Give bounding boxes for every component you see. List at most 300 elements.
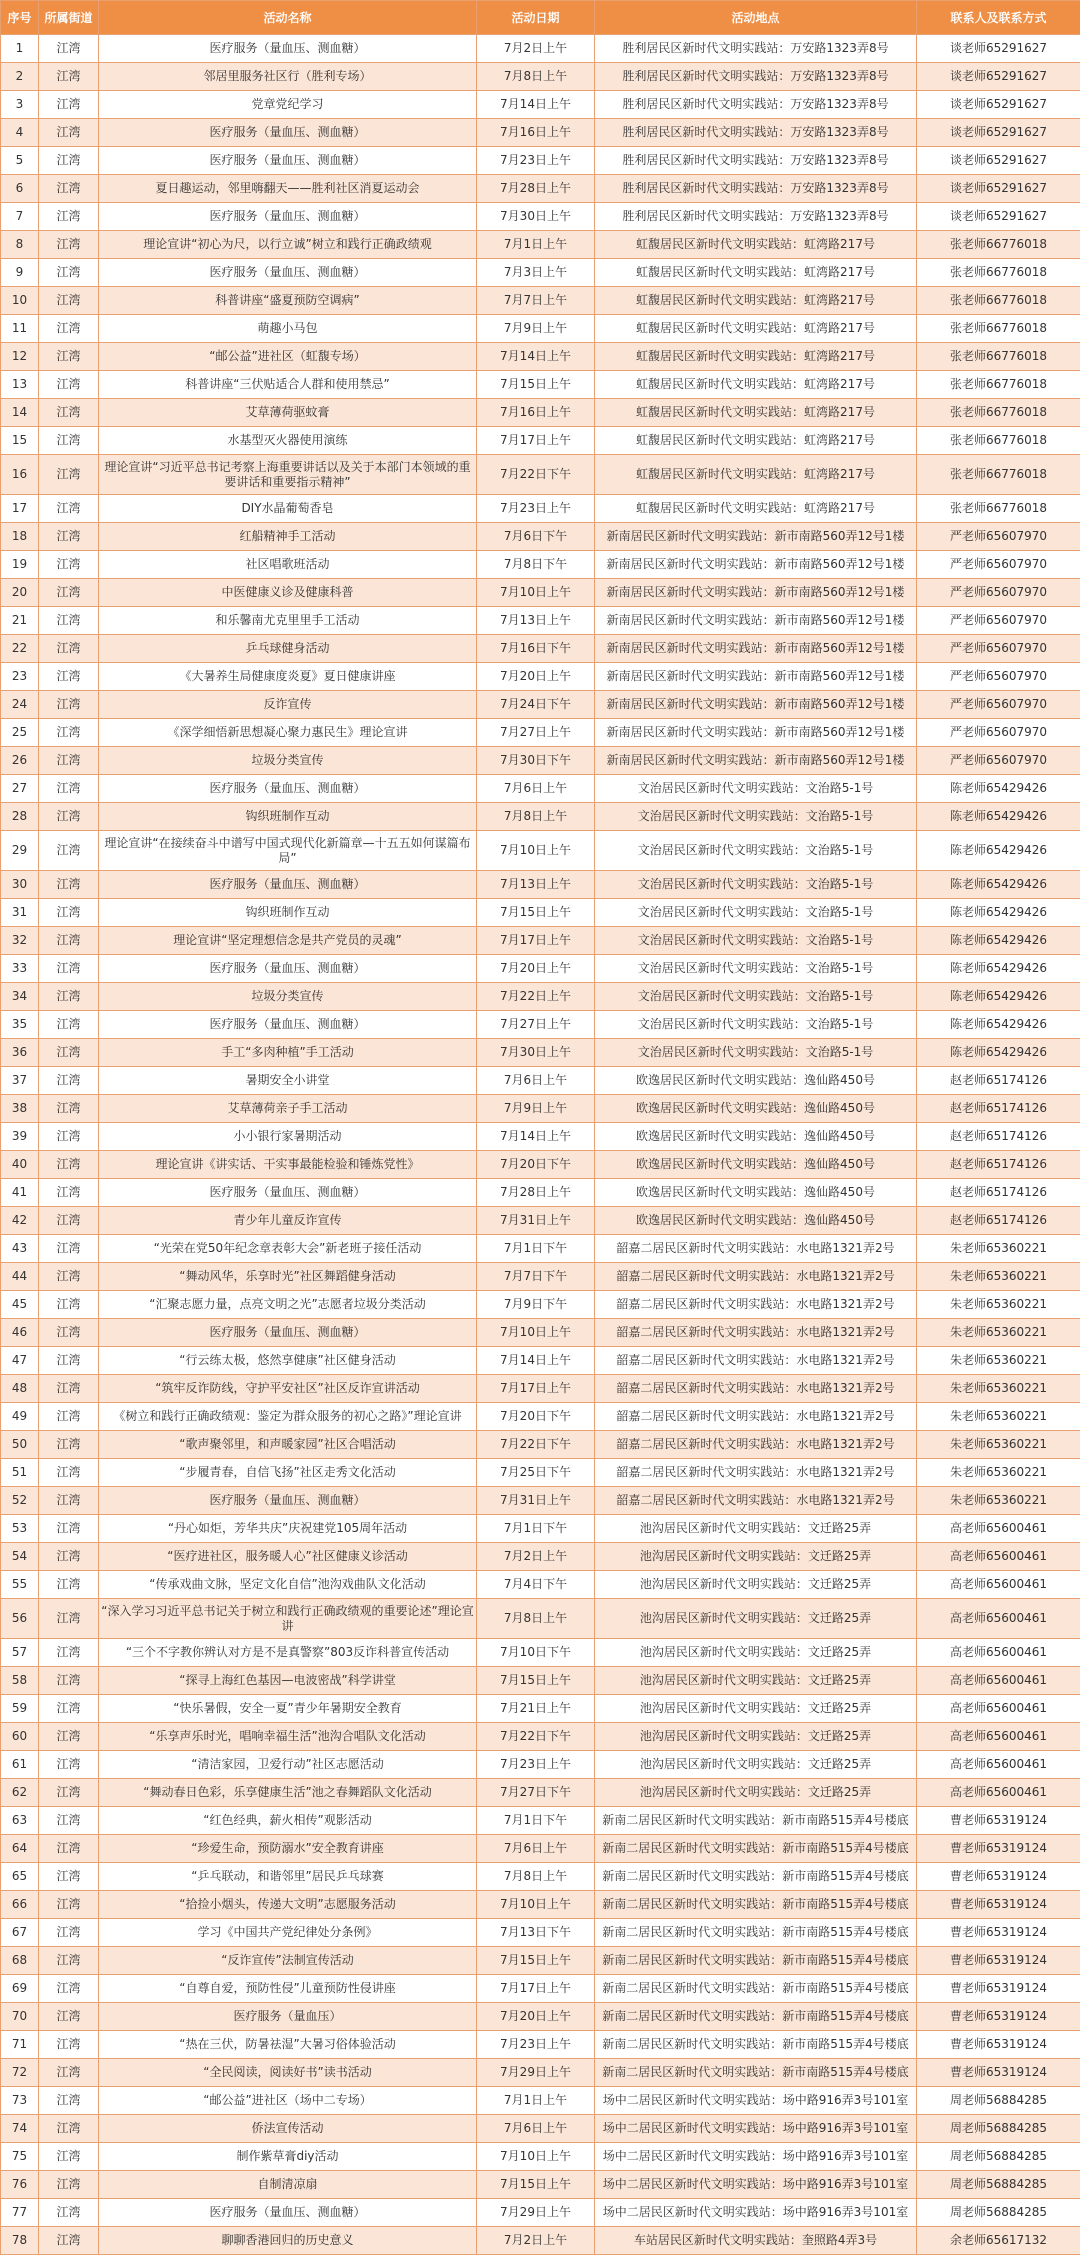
cell-activity-place: 新南居民区新时代文明实践站：新市南路560弄12号1楼 bbox=[595, 551, 917, 579]
table-row bbox=[1, 287, 1080, 315]
cell-no: 13 bbox=[1, 371, 39, 399]
cell-contact: 周老师56884285 bbox=[917, 2171, 1080, 2199]
cell-no: 33 bbox=[1, 955, 39, 983]
cell-no: 47 bbox=[1, 1347, 39, 1375]
cell-activity-name: 医疗服务（量血压、测血糖） bbox=[99, 119, 477, 147]
cell-contact: 朱老师65360221 bbox=[917, 1375, 1080, 1403]
cell-contact: 曹老师65319124 bbox=[917, 1835, 1080, 1863]
cell-street: 江湾 bbox=[39, 1751, 99, 1779]
cell-street: 江湾 bbox=[39, 1067, 99, 1095]
cell-activity-place: 池沟居民区新时代文明实践站：文迁路25弄 bbox=[595, 1695, 917, 1723]
table-row bbox=[1, 663, 1080, 691]
cell-activity-place: 韶嘉二居民区新时代文明实践站：水电路1321弄2号 bbox=[595, 1263, 917, 1291]
cell-street: 江湾 bbox=[39, 1319, 99, 1347]
cell-contact: 谈老师65291627 bbox=[917, 35, 1080, 63]
cell-no: 55 bbox=[1, 1571, 39, 1599]
table-row bbox=[1, 1919, 1080, 1947]
cell-no: 16 bbox=[1, 455, 39, 495]
cell-contact: 陈老师65429426 bbox=[917, 1011, 1080, 1039]
cell-street: 江湾 bbox=[39, 495, 99, 523]
cell-activity-name: “邮公益”进社区（虹馥专场） bbox=[99, 343, 477, 371]
cell-contact: 严老师65607970 bbox=[917, 607, 1080, 635]
cell-activity-date: 7月6日上午 bbox=[477, 775, 595, 803]
table-row bbox=[1, 1751, 1080, 1779]
cell-activity-date: 7月30日上午 bbox=[477, 1039, 595, 1067]
table-row bbox=[1, 1319, 1080, 1347]
cell-no: 73 bbox=[1, 2087, 39, 2115]
cell-activity-place: 胜利居民区新时代文明实践站：万安路1323弄8号 bbox=[595, 175, 917, 203]
table-row bbox=[1, 831, 1080, 871]
cell-contact: 张老师66776018 bbox=[917, 259, 1080, 287]
cell-activity-date: 7月17日上午 bbox=[477, 1975, 595, 2003]
cell-contact: 赵老师65174126 bbox=[917, 1067, 1080, 1095]
cell-activity-place: 虹馥居民区新时代文明实践站：虹湾路217号 bbox=[595, 343, 917, 371]
cell-activity-date: 7月15日上午 bbox=[477, 899, 595, 927]
table-row bbox=[1, 803, 1080, 831]
table-row bbox=[1, 899, 1080, 927]
cell-no: 35 bbox=[1, 1011, 39, 1039]
cell-street: 江湾 bbox=[39, 2087, 99, 2115]
cell-activity-name: 钩织班制作互动 bbox=[99, 803, 477, 831]
cell-no: 27 bbox=[1, 775, 39, 803]
cell-activity-date: 7月4日下午 bbox=[477, 1571, 595, 1599]
cell-activity-name: 垃圾分类宣传 bbox=[99, 983, 477, 1011]
cell-contact: 赵老师65174126 bbox=[917, 1151, 1080, 1179]
cell-no: 7 bbox=[1, 203, 39, 231]
table-row bbox=[1, 2171, 1080, 2199]
cell-activity-place: 文治居民区新时代文明实践站：文治路5-1号 bbox=[595, 927, 917, 955]
cell-street: 江湾 bbox=[39, 747, 99, 775]
cell-street: 江湾 bbox=[39, 1487, 99, 1515]
table-row bbox=[1, 147, 1080, 175]
table-row bbox=[1, 579, 1080, 607]
cell-street: 江湾 bbox=[39, 371, 99, 399]
cell-activity-place: 文治居民区新时代文明实践站：文治路5-1号 bbox=[595, 899, 917, 927]
cell-contact: 高老师65600461 bbox=[917, 1571, 1080, 1599]
cell-contact: 陈老师65429426 bbox=[917, 775, 1080, 803]
cell-activity-date: 7月20日上午 bbox=[477, 663, 595, 691]
table-row bbox=[1, 1599, 1080, 1639]
cell-activity-place: 文治居民区新时代文明实践站：文治路5-1号 bbox=[595, 831, 917, 871]
cell-activity-place: 场中二居民区新时代文明实践站：场中路916弄3号101室 bbox=[595, 2115, 917, 2143]
cell-activity-place: 韶嘉二居民区新时代文明实践站：水电路1321弄2号 bbox=[595, 1319, 917, 1347]
table-row bbox=[1, 1975, 1080, 2003]
cell-activity-name: “拾捡小烟头，传递大文明”志愿服务活动 bbox=[99, 1891, 477, 1919]
cell-activity-date: 7月27日上午 bbox=[477, 719, 595, 747]
cell-activity-date: 7月7日下午 bbox=[477, 1263, 595, 1291]
cell-activity-date: 7月14日上午 bbox=[477, 343, 595, 371]
cell-activity-name: “红色经典，薪火相传”观影活动 bbox=[99, 1807, 477, 1835]
cell-contact: 严老师65607970 bbox=[917, 579, 1080, 607]
cell-activity-name: 社区唱歌班活动 bbox=[99, 551, 477, 579]
cell-no: 8 bbox=[1, 231, 39, 259]
cell-no: 77 bbox=[1, 2199, 39, 2227]
cell-activity-name: 理论宣讲“坚定理想信念是共产党员的灵魂” bbox=[99, 927, 477, 955]
cell-contact: 张老师66776018 bbox=[917, 343, 1080, 371]
cell-activity-date: 7月6日上午 bbox=[477, 1067, 595, 1095]
cell-street: 江湾 bbox=[39, 1807, 99, 1835]
cell-activity-date: 7月15日上午 bbox=[477, 371, 595, 399]
cell-activity-name: “筑牢反诈防线，守护平安社区”社区反诈宣讲活动 bbox=[99, 1375, 477, 1403]
cell-activity-place: 虹馥居民区新时代文明实践站：虹湾路217号 bbox=[595, 371, 917, 399]
table-row bbox=[1, 607, 1080, 635]
cell-activity-place: 池沟居民区新时代文明实践站：文迁路25弄 bbox=[595, 1723, 917, 1751]
cell-no: 68 bbox=[1, 1947, 39, 1975]
cell-activity-name: 聊聊香港回归的历史意义 bbox=[99, 2227, 477, 2255]
cell-street: 江湾 bbox=[39, 1123, 99, 1151]
cell-street: 江湾 bbox=[39, 871, 99, 899]
cell-activity-place: 新南二居民区新时代文明实践站：新市南路515弄4号楼底 bbox=[595, 1947, 917, 1975]
cell-no: 1 bbox=[1, 35, 39, 63]
cell-contact: 周老师56884285 bbox=[917, 2143, 1080, 2171]
cell-activity-date: 7月8日上午 bbox=[477, 63, 595, 91]
cell-activity-date: 7月6日上午 bbox=[477, 1835, 595, 1863]
cell-street: 江湾 bbox=[39, 831, 99, 871]
table-row bbox=[1, 1375, 1080, 1403]
cell-activity-place: 新南居民区新时代文明实践站：新市南路560弄12号1楼 bbox=[595, 579, 917, 607]
cell-activity-date: 7月22日下午 bbox=[477, 1723, 595, 1751]
table-row bbox=[1, 719, 1080, 747]
cell-contact: 张老师66776018 bbox=[917, 495, 1080, 523]
cell-contact: 朱老师65360221 bbox=[917, 1459, 1080, 1487]
cell-street: 江湾 bbox=[39, 1235, 99, 1263]
cell-no: 12 bbox=[1, 343, 39, 371]
cell-street: 江湾 bbox=[39, 1835, 99, 1863]
cell-activity-place: 韶嘉二居民区新时代文明实践站：水电路1321弄2号 bbox=[595, 1291, 917, 1319]
cell-activity-name: “行云练太极，悠然享健康”社区健身活动 bbox=[99, 1347, 477, 1375]
table-row bbox=[1, 1667, 1080, 1695]
cell-activity-place: 韶嘉二居民区新时代文明实践站：水电路1321弄2号 bbox=[595, 1459, 917, 1487]
cell-contact: 高老师65600461 bbox=[917, 1599, 1080, 1639]
cell-activity-name: “探寻上海红色基因—电波密战”科学讲堂 bbox=[99, 1667, 477, 1695]
table-row bbox=[1, 175, 1080, 203]
cell-contact: 朱老师65360221 bbox=[917, 1487, 1080, 1515]
cell-street: 江湾 bbox=[39, 927, 99, 955]
cell-no: 60 bbox=[1, 1723, 39, 1751]
cell-activity-place: 新南二居民区新时代文明实践站：新市南路515弄4号楼底 bbox=[595, 1835, 917, 1863]
cell-no: 67 bbox=[1, 1919, 39, 1947]
cell-activity-name: 医疗服务（量血压、测血糖） bbox=[99, 1011, 477, 1039]
table-row bbox=[1, 1947, 1080, 1975]
cell-activity-name: “三个不字教你辨认对方是不是真警察”803反诈科普宣传活动 bbox=[99, 1639, 477, 1667]
cell-no: 25 bbox=[1, 719, 39, 747]
cell-activity-date: 7月15日上午 bbox=[477, 1667, 595, 1695]
cell-street: 江湾 bbox=[39, 719, 99, 747]
cell-contact: 曹老师65319124 bbox=[917, 1919, 1080, 1947]
cell-street: 江湾 bbox=[39, 2115, 99, 2143]
table-row bbox=[1, 2087, 1080, 2115]
cell-street: 江湾 bbox=[39, 2143, 99, 2171]
cell-activity-place: 新南二居民区新时代文明实践站：新市南路515弄4号楼底 bbox=[595, 1807, 917, 1835]
cell-street: 江湾 bbox=[39, 551, 99, 579]
cell-contact: 严老师65607970 bbox=[917, 523, 1080, 551]
cell-activity-date: 7月1日下午 bbox=[477, 1235, 595, 1263]
cell-contact: 严老师65607970 bbox=[917, 691, 1080, 719]
cell-activity-place: 新南二居民区新时代文明实践站：新市南路515弄4号楼底 bbox=[595, 2003, 917, 2031]
cell-activity-date: 7月30日上午 bbox=[477, 203, 595, 231]
cell-activity-date: 7月29日上午 bbox=[477, 2059, 595, 2087]
cell-street: 江湾 bbox=[39, 2199, 99, 2227]
cell-activity-date: 7月28日上午 bbox=[477, 1179, 595, 1207]
cell-contact: 严老师65607970 bbox=[917, 747, 1080, 775]
table-row bbox=[1, 1571, 1080, 1599]
cell-activity-name: 红船精神手工活动 bbox=[99, 523, 477, 551]
cell-contact: 高老师65600461 bbox=[917, 1667, 1080, 1695]
cell-activity-name: 侨法宣传活动 bbox=[99, 2115, 477, 2143]
table-row bbox=[1, 551, 1080, 579]
cell-street: 江湾 bbox=[39, 175, 99, 203]
table-row bbox=[1, 1891, 1080, 1919]
cell-contact: 谈老师65291627 bbox=[917, 91, 1080, 119]
cell-activity-date: 7月28日上午 bbox=[477, 175, 595, 203]
cell-activity-name: 科普讲座“三伏贴适合人群和使用禁忌” bbox=[99, 371, 477, 399]
cell-activity-date: 7月22日下午 bbox=[477, 455, 595, 495]
table-row bbox=[1, 315, 1080, 343]
cell-activity-place: 虹馥居民区新时代文明实践站：虹湾路217号 bbox=[595, 427, 917, 455]
cell-activity-name: “乐享声乐时光，唱响幸福生活”池沟合唱队文化活动 bbox=[99, 1723, 477, 1751]
cell-activity-date: 7月14日上午 bbox=[477, 1123, 595, 1151]
cell-contact: 高老师65600461 bbox=[917, 1695, 1080, 1723]
cell-activity-place: 文治居民区新时代文明实践站：文治路5-1号 bbox=[595, 803, 917, 831]
cell-activity-name: “热在三伏，防暑祛湿”大暑习俗体验活动 bbox=[99, 2031, 477, 2059]
cell-no: 78 bbox=[1, 2227, 39, 2255]
cell-contact: 朱老师65360221 bbox=[917, 1263, 1080, 1291]
table-row bbox=[1, 983, 1080, 1011]
header-contact: 联系人及联系方式 bbox=[917, 1, 1080, 35]
cell-street: 江湾 bbox=[39, 607, 99, 635]
cell-no: 70 bbox=[1, 2003, 39, 2031]
cell-activity-date: 7月27日下午 bbox=[477, 1779, 595, 1807]
cell-activity-name: 《树立和践行正确政绩观：鉴定为群众服务的初心之路》”理论宣讲 bbox=[99, 1403, 477, 1431]
cell-activity-date: 7月10日下午 bbox=[477, 1639, 595, 1667]
cell-activity-name: 《大暑养生局健康度炎夏》夏日健康讲座 bbox=[99, 663, 477, 691]
cell-activity-date: 7月14日上午 bbox=[477, 1347, 595, 1375]
cell-no: 11 bbox=[1, 315, 39, 343]
cell-activity-name: “自尊自爱，预防性侵”儿童预防性侵讲座 bbox=[99, 1975, 477, 2003]
cell-street: 江湾 bbox=[39, 579, 99, 607]
cell-activity-date: 7月31日上午 bbox=[477, 1487, 595, 1515]
cell-contact: 谈老师65291627 bbox=[917, 119, 1080, 147]
cell-activity-name: DIY水晶葡萄香皂 bbox=[99, 495, 477, 523]
cell-activity-name: 理论宣讲“习近平总书记考察上海重要讲话以及关于本部门本领域的重要讲话和重要指示精神” bbox=[99, 455, 477, 495]
cell-activity-place: 场中二居民区新时代文明实践站：场中路916弄3号101室 bbox=[595, 2171, 917, 2199]
cell-street: 江湾 bbox=[39, 1375, 99, 1403]
cell-contact: 张老师66776018 bbox=[917, 399, 1080, 427]
cell-street: 江湾 bbox=[39, 1947, 99, 1975]
cell-no: 72 bbox=[1, 2059, 39, 2087]
table-row bbox=[1, 35, 1080, 63]
table-row bbox=[1, 1011, 1080, 1039]
cell-activity-name: 夏日趣运动，邻里嗨翻天——胜利社区消夏运动会 bbox=[99, 175, 477, 203]
table-row bbox=[1, 119, 1080, 147]
cell-activity-name: “快乐暑假，安全一夏”青少年暑期安全教育 bbox=[99, 1695, 477, 1723]
cell-contact: 陈老师65429426 bbox=[917, 927, 1080, 955]
cell-activity-date: 7月2日上午 bbox=[477, 1543, 595, 1571]
cell-street: 江湾 bbox=[39, 691, 99, 719]
cell-activity-date: 7月2日上午 bbox=[477, 2227, 595, 2255]
cell-contact: 陈老师65429426 bbox=[917, 899, 1080, 927]
cell-activity-place: 文治居民区新时代文明实践站：文治路5-1号 bbox=[595, 775, 917, 803]
table-row bbox=[1, 1347, 1080, 1375]
cell-activity-name: “丹心如炬，芳华共庆”庆祝建党105周年活动 bbox=[99, 1515, 477, 1543]
cell-activity-date: 7月14日上午 bbox=[477, 91, 595, 119]
table-row bbox=[1, 1207, 1080, 1235]
cell-activity-name: 艾草薄荷驱蚊膏 bbox=[99, 399, 477, 427]
cell-contact: 朱老师65360221 bbox=[917, 1235, 1080, 1263]
cell-activity-place: 新南二居民区新时代文明实践站：新市南路515弄4号楼底 bbox=[595, 1919, 917, 1947]
cell-street: 江湾 bbox=[39, 1011, 99, 1039]
cell-street: 江湾 bbox=[39, 1667, 99, 1695]
cell-street: 江湾 bbox=[39, 635, 99, 663]
cell-activity-date: 7月20日上午 bbox=[477, 2003, 595, 2031]
cell-contact: 高老师65600461 bbox=[917, 1751, 1080, 1779]
table-row bbox=[1, 2003, 1080, 2031]
cell-activity-place: 文治居民区新时代文明实践站：文治路5-1号 bbox=[595, 871, 917, 899]
cell-activity-place: 胜利居民区新时代文明实践站：万安路1323弄8号 bbox=[595, 203, 917, 231]
cell-activity-name: “传承戏曲文脉，坚定文化自信”池沟戏曲队文化活动 bbox=[99, 1571, 477, 1599]
cell-no: 51 bbox=[1, 1459, 39, 1487]
cell-activity-date: 7月10日上午 bbox=[477, 2143, 595, 2171]
cell-no: 20 bbox=[1, 579, 39, 607]
cell-contact: 谈老师65291627 bbox=[917, 175, 1080, 203]
cell-no: 23 bbox=[1, 663, 39, 691]
cell-contact: 曹老师65319124 bbox=[917, 1947, 1080, 1975]
table-row bbox=[1, 1639, 1080, 1667]
cell-no: 34 bbox=[1, 983, 39, 1011]
cell-contact: 陈老师65429426 bbox=[917, 983, 1080, 1011]
cell-no: 30 bbox=[1, 871, 39, 899]
cell-no: 19 bbox=[1, 551, 39, 579]
cell-activity-date: 7月10日上午 bbox=[477, 1319, 595, 1347]
cell-activity-date: 7月7日上午 bbox=[477, 287, 595, 315]
cell-activity-name: 水基型灭火器使用演练 bbox=[99, 427, 477, 455]
cell-activity-name: 医疗服务（量血压、测血糖） bbox=[99, 955, 477, 983]
cell-street: 江湾 bbox=[39, 427, 99, 455]
cell-contact: 谈老师65291627 bbox=[917, 63, 1080, 91]
cell-activity-name: 手工“多肉种植”手工活动 bbox=[99, 1039, 477, 1067]
cell-activity-place: 欧逸居民区新时代文明实践站：逸仙路450号 bbox=[595, 1095, 917, 1123]
cell-activity-place: 车站居民区新时代文明实践站：奎照路4弄3号 bbox=[595, 2227, 917, 2255]
cell-activity-name: 垃圾分类宣传 bbox=[99, 747, 477, 775]
cell-contact: 高老师65600461 bbox=[917, 1723, 1080, 1751]
cell-no: 65 bbox=[1, 1863, 39, 1891]
table-row bbox=[1, 1151, 1080, 1179]
cell-activity-place: 韶嘉二居民区新时代文明实践站：水电路1321弄2号 bbox=[595, 1347, 917, 1375]
cell-contact: 陈老师65429426 bbox=[917, 1039, 1080, 1067]
cell-activity-date: 7月8日上午 bbox=[477, 1863, 595, 1891]
cell-activity-name: “全民阅读，阅读好书”读书活动 bbox=[99, 2059, 477, 2087]
cell-activity-place: 虹馥居民区新时代文明实践站：虹湾路217号 bbox=[595, 495, 917, 523]
cell-contact: 高老师65600461 bbox=[917, 1639, 1080, 1667]
cell-street: 江湾 bbox=[39, 63, 99, 91]
cell-activity-place: 池沟居民区新时代文明实践站：文迁路25弄 bbox=[595, 1515, 917, 1543]
cell-contact: 张老师66776018 bbox=[917, 455, 1080, 495]
cell-activity-name: 学习《中国共产党纪律处分条例》 bbox=[99, 1919, 477, 1947]
table-row bbox=[1, 231, 1080, 259]
cell-activity-place: 池沟居民区新时代文明实践站：文迁路25弄 bbox=[595, 1779, 917, 1807]
cell-activity-place: 新南二居民区新时代文明实践站：新市南路515弄4号楼底 bbox=[595, 1975, 917, 2003]
cell-street: 江湾 bbox=[39, 1515, 99, 1543]
cell-activity-place: 池沟居民区新时代文明实践站：文迁路25弄 bbox=[595, 1543, 917, 1571]
cell-no: 5 bbox=[1, 147, 39, 175]
cell-activity-place: 场中二居民区新时代文明实践站：场中路916弄3号101室 bbox=[595, 2087, 917, 2115]
cell-activity-date: 7月17日上午 bbox=[477, 927, 595, 955]
table-body bbox=[1, 35, 1080, 2255]
cell-activity-place: 韶嘉二居民区新时代文明实践站：水电路1321弄2号 bbox=[595, 1235, 917, 1263]
cell-activity-date: 7月6日下午 bbox=[477, 523, 595, 551]
cell-contact: 谈老师65291627 bbox=[917, 147, 1080, 175]
cell-no: 21 bbox=[1, 607, 39, 635]
cell-no: 71 bbox=[1, 2031, 39, 2059]
cell-activity-place: 胜利居民区新时代文明实践站：万安路1323弄8号 bbox=[595, 147, 917, 175]
cell-no: 56 bbox=[1, 1599, 39, 1639]
cell-activity-date: 7月15日上午 bbox=[477, 2171, 595, 2199]
cell-activity-name: 和乐馨南尤克里里手工活动 bbox=[99, 607, 477, 635]
cell-activity-name: 《深学细悟新思想凝心聚力惠民生》理论宣讲 bbox=[99, 719, 477, 747]
cell-contact: 张老师66776018 bbox=[917, 315, 1080, 343]
table-header-row bbox=[1, 1, 1080, 35]
cell-activity-date: 7月10日上午 bbox=[477, 831, 595, 871]
cell-activity-place: 虹馥居民区新时代文明实践站：虹湾路217号 bbox=[595, 399, 917, 427]
cell-no: 32 bbox=[1, 927, 39, 955]
cell-activity-place: 新南二居民区新时代文明实践站：新市南路515弄4号楼底 bbox=[595, 1863, 917, 1891]
table-row bbox=[1, 1695, 1080, 1723]
cell-activity-place: 欧逸居民区新时代文明实践站：逸仙路450号 bbox=[595, 1067, 917, 1095]
cell-street: 江湾 bbox=[39, 35, 99, 63]
cell-contact: 陈老师65429426 bbox=[917, 871, 1080, 899]
cell-activity-place: 虹馥居民区新时代文明实践站：虹湾路217号 bbox=[595, 455, 917, 495]
cell-no: 24 bbox=[1, 691, 39, 719]
table-row bbox=[1, 2059, 1080, 2087]
cell-activity-place: 池沟居民区新时代文明实践站：文迁路25弄 bbox=[595, 1639, 917, 1667]
cell-no: 31 bbox=[1, 899, 39, 927]
cell-street: 江湾 bbox=[39, 663, 99, 691]
table-row bbox=[1, 1779, 1080, 1807]
table-row bbox=[1, 427, 1080, 455]
cell-activity-name: “乒乓联动，和谐邻里”居民乒乓球赛 bbox=[99, 1863, 477, 1891]
cell-activity-date: 7月23日上午 bbox=[477, 495, 595, 523]
cell-activity-place: 池沟居民区新时代文明实践站：文迁路25弄 bbox=[595, 1667, 917, 1695]
cell-activity-place: 虹馥居民区新时代文明实践站：虹湾路217号 bbox=[595, 315, 917, 343]
cell-activity-name: 钩织班制作互动 bbox=[99, 899, 477, 927]
cell-activity-place: 胜利居民区新时代文明实践站：万安路1323弄8号 bbox=[595, 91, 917, 119]
cell-no: 41 bbox=[1, 1179, 39, 1207]
cell-street: 江湾 bbox=[39, 1863, 99, 1891]
table-row bbox=[1, 371, 1080, 399]
cell-activity-name: “步履青春，自信飞扬”社区走秀文化活动 bbox=[99, 1459, 477, 1487]
cell-activity-place: 欧逸居民区新时代文明实践站：逸仙路450号 bbox=[595, 1207, 917, 1235]
cell-activity-place: 虹馥居民区新时代文明实践站：虹湾路217号 bbox=[595, 287, 917, 315]
cell-activity-date: 7月30日下午 bbox=[477, 747, 595, 775]
cell-contact: 严老师65607970 bbox=[917, 551, 1080, 579]
cell-contact: 严老师65607970 bbox=[917, 635, 1080, 663]
cell-activity-place: 欧逸居民区新时代文明实践站：逸仙路450号 bbox=[595, 1123, 917, 1151]
cell-activity-name: 医疗服务（量血压、测血糖） bbox=[99, 1487, 477, 1515]
cell-activity-date: 7月10日上午 bbox=[477, 579, 595, 607]
cell-street: 江湾 bbox=[39, 1723, 99, 1751]
cell-activity-place: 新南二居民区新时代文明实践站：新市南路515弄4号楼底 bbox=[595, 2031, 917, 2059]
cell-no: 6 bbox=[1, 175, 39, 203]
cell-street: 江湾 bbox=[39, 231, 99, 259]
cell-activity-place: 韶嘉二居民区新时代文明实践站：水电路1321弄2号 bbox=[595, 1487, 917, 1515]
cell-activity-place: 韶嘉二居民区新时代文明实践站：水电路1321弄2号 bbox=[595, 1431, 917, 1459]
cell-activity-name: 制作紫草膏diy活动 bbox=[99, 2143, 477, 2171]
cell-no: 54 bbox=[1, 1543, 39, 1571]
cell-activity-place: 韶嘉二居民区新时代文明实践站：水电路1321弄2号 bbox=[595, 1375, 917, 1403]
cell-street: 江湾 bbox=[39, 1543, 99, 1571]
table-row bbox=[1, 2143, 1080, 2171]
cell-activity-name: 医疗服务（量血压、测血糖） bbox=[99, 35, 477, 63]
